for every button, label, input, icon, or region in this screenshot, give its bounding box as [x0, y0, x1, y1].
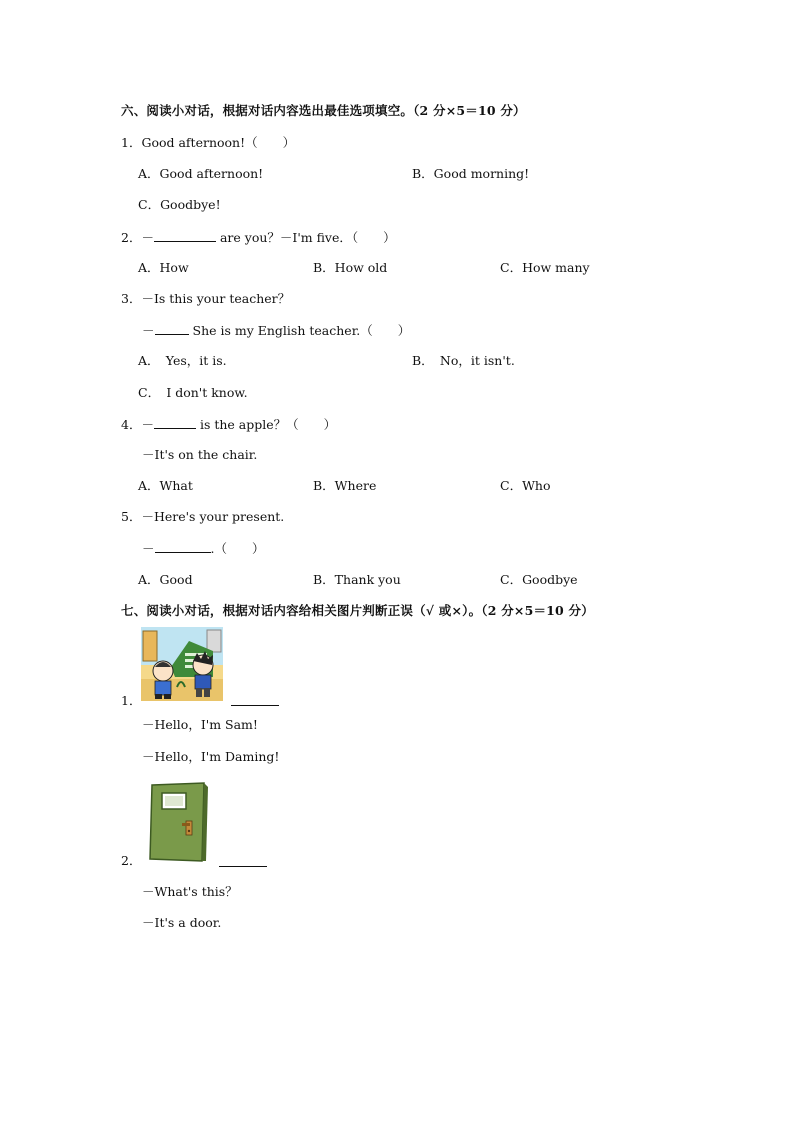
question-3-line-2 — [142, 322, 410, 339]
option-b: B．Good morning! — [412, 166, 530, 181]
question-7-2-number: 2． — [121, 853, 142, 868]
dialogue-line: －Hello，I'm Sam! — [142, 717, 258, 732]
dialogue-line: －What's this？ — [142, 884, 238, 899]
option-b: B．How old — [313, 260, 388, 275]
dash: － — [141, 417, 154, 432]
question-number: 5． — [121, 509, 142, 524]
question-5 — [121, 509, 284, 525]
answer-blank — [154, 416, 196, 429]
option-a: A．Good afternoon! — [138, 166, 264, 181]
question-number: 4． — [121, 417, 142, 432]
dash: － — [142, 323, 155, 338]
question-5-line-2 — [142, 540, 265, 557]
section-7-heading: 七、阅读小对话，根据对话内容给相关图片判断正误（√ 或×）。（2 分×5＝10 分） — [121, 603, 594, 618]
question-4 — [121, 416, 336, 433]
option-c: C．How many — [500, 260, 590, 275]
answer-blank — [155, 540, 211, 553]
option-a: A．What — [138, 478, 193, 493]
question-2 — [121, 229, 396, 246]
question-7-1-number: 1． — [121, 693, 142, 708]
dash: － — [142, 541, 155, 556]
question-number: 2． — [121, 230, 142, 245]
answer-blank — [231, 705, 279, 706]
option-a: A． Yes，it is. — [138, 353, 227, 368]
dialogue-line: －Hello，I'm Daming! — [142, 749, 280, 764]
option-c: C．Who — [500, 478, 551, 493]
question-text: .（ ） — [210, 541, 265, 556]
question-text: －Is this your teacher？ — [141, 291, 291, 306]
option-b: B．Thank you — [313, 572, 401, 587]
question-1 — [121, 135, 295, 151]
section-6-heading: 六、阅读小对话，根据对话内容选出最佳选项填空。（2 分×5＝10 分） — [121, 103, 526, 118]
option-b: B． No，it isn't. — [412, 353, 515, 368]
cartoon-boys-image — [141, 627, 223, 701]
answer-blank — [154, 229, 216, 242]
answer-blank — [155, 322, 189, 335]
option-c: C．Goodbye — [500, 572, 578, 587]
dash: － — [141, 230, 154, 245]
answer-blank — [219, 866, 267, 867]
question-text: is the apple？（ ） — [199, 417, 337, 432]
option-b: B．Where — [313, 478, 377, 493]
question-number: 1． — [121, 135, 142, 150]
question-text: She is my English teacher.（ ） — [192, 323, 411, 338]
question-number: 3． — [121, 291, 142, 306]
option-a: A．Good — [138, 572, 193, 587]
question-3 — [121, 291, 290, 307]
option-c: C． I don't know. — [138, 385, 248, 400]
green-door-image — [146, 781, 210, 863]
question-text: Good afternoon!（ ） — [141, 135, 296, 150]
dialogue-line: －It's a door. — [142, 915, 222, 930]
question-text: are you？－I'm five．（ ） — [219, 230, 396, 245]
option-c: C．Goodbye! — [138, 197, 221, 212]
question-4-line-2: －It's on the chair. — [142, 447, 258, 462]
question-text: －Here's your present. — [141, 509, 285, 524]
option-a: A．How — [138, 260, 189, 275]
